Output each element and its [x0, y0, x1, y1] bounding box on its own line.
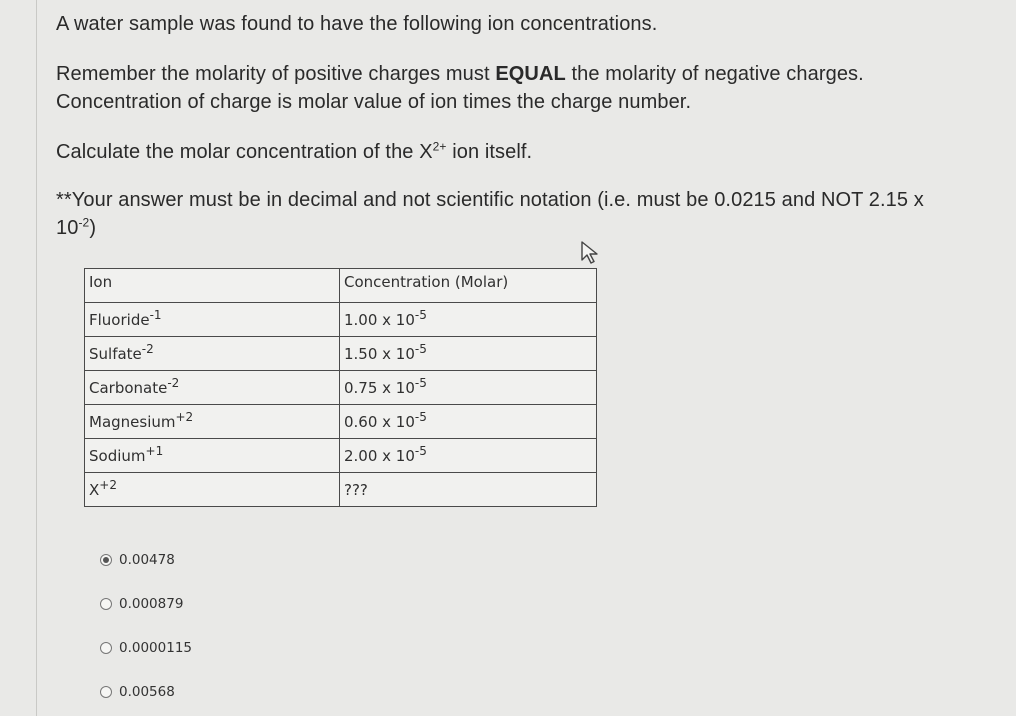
answer-option-2[interactable]	[100, 582, 192, 626]
table-row	[85, 473, 597, 507]
reminder-suffix: the molarity of negative charges. Concentration of charge is molar value of ion times the charge number.	[56, 63, 864, 113]
question-reminder	[56, 60, 956, 116]
answer-options	[100, 538, 192, 714]
reminder-bold: EQUAL	[495, 63, 566, 85]
concentration-cell: 0.75 x $10^{-5}$	[340, 371, 597, 405]
calc-sup: 2+	[432, 139, 447, 154]
radio-button[interactable]	[100, 598, 112, 610]
ion-table	[84, 268, 597, 507]
question-text	[56, 10, 956, 242]
concentration-cell: 1.50 x $10^{-5}$	[340, 337, 597, 371]
option-label: 0.000879	[119, 596, 184, 612]
concentration-cell: 0.60 x $10^{-5}$	[340, 405, 597, 439]
table-row	[85, 405, 597, 439]
table-row	[85, 337, 597, 371]
answer-option-1[interactable]	[100, 538, 192, 582]
option-label: 0.00568	[119, 684, 175, 700]
mouse-pointer-icon	[580, 240, 602, 266]
ion-cell: Magnesium$^{+2}$	[85, 405, 340, 439]
ion-cell: Fluoride$^{-1}$	[85, 303, 340, 337]
ion-cell: Carbonate$^{-2}$	[85, 371, 340, 405]
answer-option-3[interactable]	[100, 626, 192, 670]
radio-button[interactable]	[100, 642, 112, 654]
radio-button[interactable]	[100, 686, 112, 698]
header-ion: Ion	[85, 269, 340, 303]
question-intro: A water sample was found to have the following ion concentrations.	[56, 13, 658, 35]
ion-cell: $X^{+2}$	[85, 473, 340, 507]
concentration-cell: 2.00 x $10^{-5}$	[340, 439, 597, 473]
reminder-prefix: Remember the molarity of positive charges must	[56, 63, 496, 85]
question-calculate	[56, 138, 956, 166]
calc-prefix: Calculate the molar concentration of the X	[56, 141, 433, 163]
option-label: 0.0000115	[119, 640, 193, 656]
table-row	[85, 439, 597, 473]
ion-cell: Sodium$^{+1}$	[85, 439, 340, 473]
calc-suffix: ion itself.	[446, 141, 533, 163]
header-concentration: Concentration (Molar)	[340, 269, 597, 303]
table-row	[85, 371, 597, 405]
concentration-cell: 1.00 x $10^{-5}$	[340, 303, 597, 337]
note-prefix: **Your answer must be in decimal and not scientific notation (i.e. must be 0.0215 and NOT 2.15 x 10	[56, 189, 924, 239]
note-suffix: )	[89, 217, 97, 239]
concentration-cell: ???	[340, 473, 597, 507]
answer-option-4[interactable]	[100, 670, 192, 714]
table-row	[85, 303, 597, 337]
frame-border	[36, 0, 37, 716]
question-note	[56, 186, 936, 242]
ion-cell: Sulfate$^{-2}$	[85, 337, 340, 371]
note-sup: -2	[78, 215, 90, 230]
table-header-row	[85, 269, 597, 303]
option-label: 0.00478	[119, 552, 175, 568]
radio-button[interactable]	[100, 554, 112, 566]
